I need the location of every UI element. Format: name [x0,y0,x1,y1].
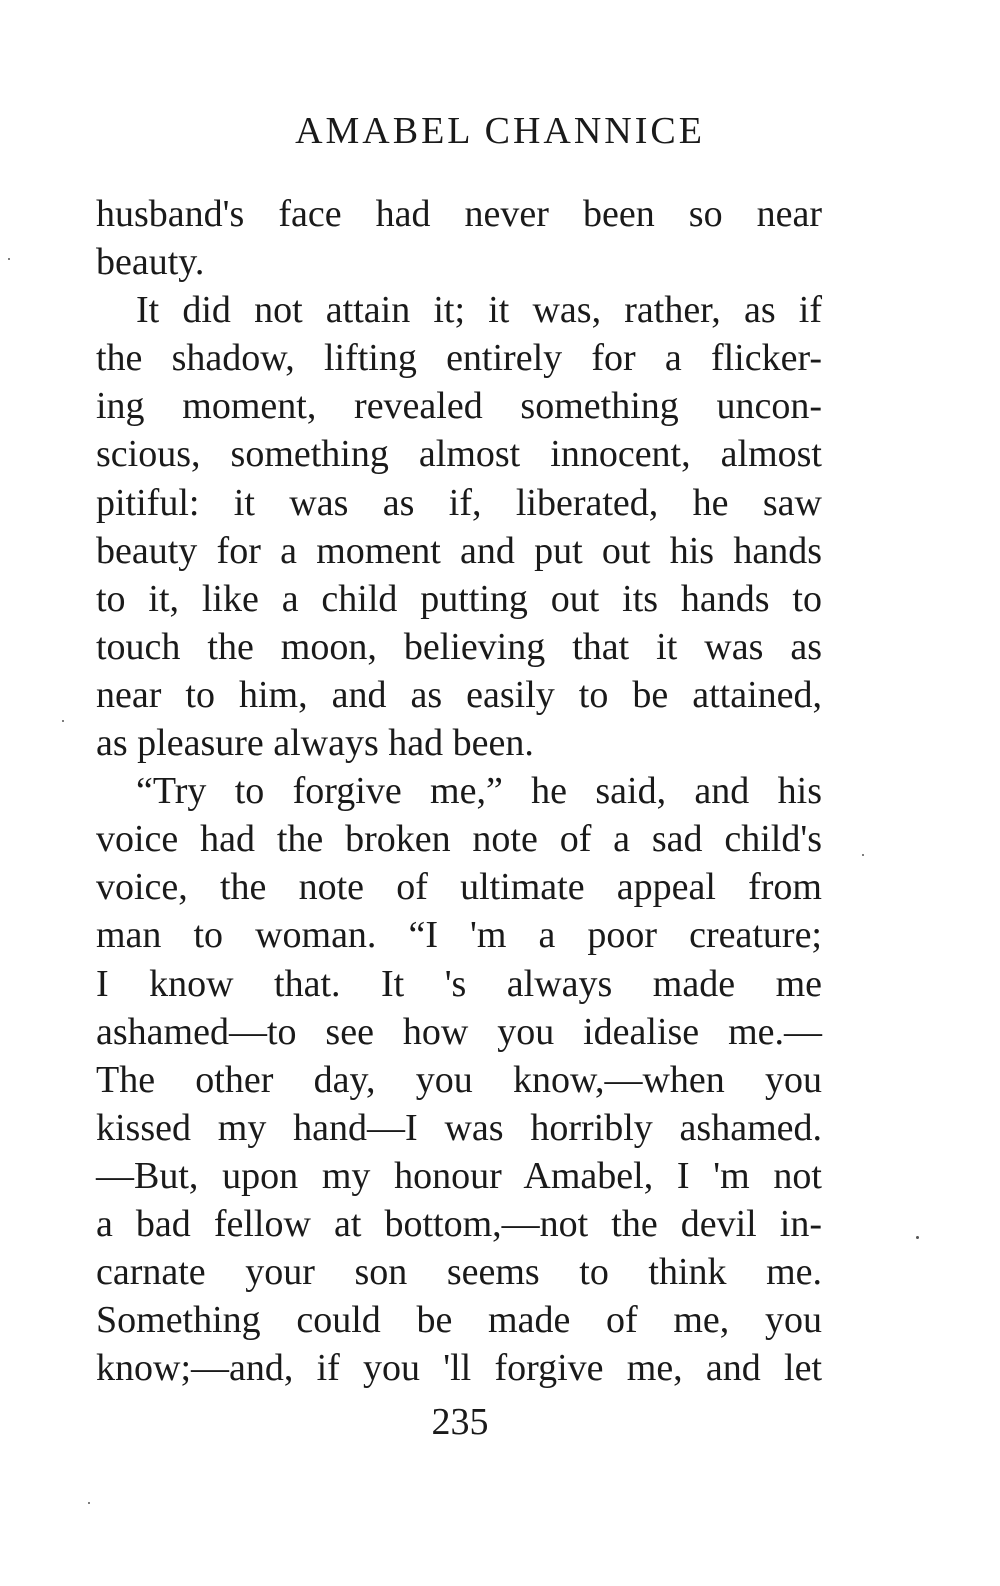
text-line: voice, the note of ultimate appeal from [96,866,822,909]
text-line: beauty. [96,241,205,284]
text-line: The other day, you know,—when you [96,1058,822,1101]
page-number: 235 [431,1401,489,1443]
text-line: touch the moon, believing that it was as [96,625,822,668]
text-line: a bad fellow at bottom,—not the devil in- [96,1202,822,1245]
scan-speck [916,1236,919,1239]
scan-speck [8,258,10,260]
text-line: —But, upon my honour Amabel, I 'm not [96,1154,822,1197]
text-line: man to woman. “I 'm a poor creature; [96,914,822,957]
text-line: I know that. It 's always made me [96,962,822,1005]
text-line: near to him, and as easily to be attained, [96,673,822,716]
text-line: as pleasure always had been. [96,722,534,765]
text-line: beauty for a moment and put out his hands [96,529,822,572]
text-line: pitiful: it was as if, liberated, he saw [96,481,822,524]
text-line: voice had the broken note of a sad child's [96,818,822,861]
text-line: “Try to forgive me,” he said, and his [136,770,822,813]
text-line: kissed my hand—I was horribly ashamed. [96,1106,822,1149]
text-line: scious, something almost innocent, almost [96,433,822,476]
text-line: carnate your son seems to think me. [96,1251,822,1294]
text-line: know;—and, if you 'll forgive me, and let [96,1347,822,1390]
text-line: husband's face had never been so near [96,193,822,235]
body-text [96,190,822,1392]
scan-speck [88,1502,90,1504]
text-line: ashamed—to see how you idealise me.— [96,1010,822,1053]
scan-speck [62,720,64,722]
text-line: to it, like a child putting out its hands to [96,577,822,620]
scan-speck [862,854,864,856]
text-line: ing moment, revealed something uncon- [96,385,822,428]
text-line: It did not attain it; it was, rather, as if [136,289,822,332]
running-head: AMABEL CHANNICE [295,110,705,152]
text-line: Something could be made of me, you [96,1299,822,1342]
text-line: the shadow, lifting entirely for a flicker- [96,337,822,380]
